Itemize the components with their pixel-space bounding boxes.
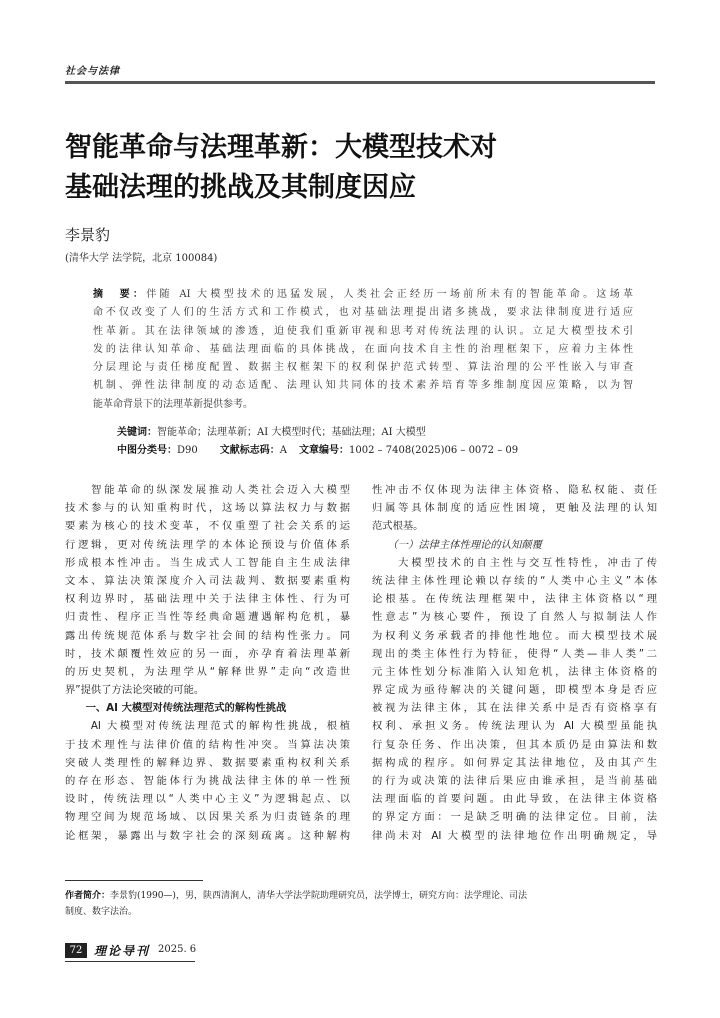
body-line: 文本、算法决策深度介入司法裁判、数据要素重构 <box>65 574 350 587</box>
article-number-label: 文章编号： <box>298 445 349 456</box>
keywords-label: 关键词： <box>117 427 157 438</box>
body-line: 的存在形态、智能体行为挑战法律主体的单一性预 <box>65 775 350 787</box>
abstract-label: 摘 要： <box>93 289 147 300</box>
body-line: 露出传统规范体系与数字社会间的结构性张力。同 <box>65 629 350 642</box>
abstract-line: 能革命背景下的法理革新提供参考。 <box>93 398 253 410</box>
body-line: 形成根本性冲击。当生成式人工智能自主生成法律 <box>65 556 350 569</box>
title-line-1: 智能革命与法理革新：大模型技术对 <box>65 132 497 163</box>
footer-rule <box>65 961 195 962</box>
footnote-text: 李景豹(1990—)，男，陕西清涧人，清华大学法学院助理研究员，法学博士，研究方向：法学理论、司法 <box>110 891 527 901</box>
body-line: 界定成为亟待解决的关键问题，即模型本身是否应 <box>372 684 657 697</box>
author-affiliation: (清华大学 法学院，北京 100084) <box>65 253 218 264</box>
body-line: 为权利义务承载者的排他性地位。而大模型技术展 <box>372 629 657 642</box>
body-line: 大模型技术的自主性与交互性特性，冲击了传 <box>372 556 657 569</box>
abstract-line: 命不仅改变了人们的生活方式和工作模式，也对基础法理提出诸多挑战，要求法律制度进行适应 <box>93 307 633 319</box>
body-line: （一）法律主体性理论的认知颠覆 <box>372 538 542 551</box>
body-line: 于技术理性与法律价值的结构性冲突。当算法决策 <box>65 738 350 751</box>
body-line: 一、AI 大模型对传统法理范式的解构性挑战 <box>65 702 287 715</box>
body-line: 性冲击不仅体现为法律主体资格、隐私权能、责任 <box>372 484 657 496</box>
body-column-right <box>372 481 657 845</box>
body-line: 技术参与的认知重构时代，这场以算法权力与数据 <box>65 502 350 515</box>
journal-name: 理论导刊 <box>94 944 151 958</box>
abstract-line: 性革新。其在法律领域的渗透，迫使我们重新审视和思考对传统法理的认识。立足大模型技术引 <box>93 325 633 337</box>
clc-label: 中图分类号： <box>117 445 177 456</box>
body-line: 物理空间为规范场域、以因果关系为归责链条的理 <box>65 811 350 824</box>
body-line: 据构成的程序。如何界定其法律地位，及由其产生 <box>372 756 657 769</box>
body-line: 权利、承担义务。传统法理认为 AI 大模型虽能执 <box>372 720 657 733</box>
title-line-2: 基础法理的挑战及其制度因应 <box>65 172 416 203</box>
body-line: 要素为核心的技术变革，不仅重塑了社会关系的运 <box>65 520 350 533</box>
body-column-left <box>65 481 350 845</box>
body-line: 论框架，暴露出与数字社会的深刻疏离。这种解构 <box>65 829 350 842</box>
abstract-line: 机制、弹性法律制度的动态适配、法理认知共同体的技术素养培育等多维制度因应策略，以为智 <box>93 380 633 392</box>
abstract-line: 摘 要：伴随 AI 大模型技术的迅猛发展，人类社会正经历一场前所未有的智能革命。这场革 <box>93 289 634 300</box>
body-line: 归责性、程序正当性等经典命题遭遇解构危机，暴 <box>65 611 350 624</box>
page-number: 72 <box>65 943 87 958</box>
body-line: 归属等具体制度的适应性困境，更触及法理的认知 <box>372 502 657 515</box>
clc-value: D90 <box>177 445 198 456</box>
body-line: 论根基。在传统法理框架中，法律主体资格以“理 <box>372 593 657 606</box>
author-name: 李景豹 <box>65 226 111 244</box>
body-line: 性意志”为核心要件，预设了自然人与拟制法人作 <box>372 611 657 624</box>
section-header: 社会与法律 <box>65 66 120 77</box>
body-line: 元主体性划分标准陷入认知危机，法律主体资格的 <box>372 665 657 678</box>
body-line: 统法律主体性理论赖以存续的“人类中心主义”本体 <box>372 574 657 587</box>
body-line: 的行为或决策的法律后果应由谁承担，是当前基础 <box>372 775 657 787</box>
journal-issue: 2025. 6 <box>158 944 197 955</box>
body-line: 行逻辑，更对传统法理学的本体论预设与价值体系 <box>65 538 350 551</box>
body-line: 被视为法律主体，其在法律关系中是否有资格享有 <box>372 702 657 715</box>
footnote-label: 作者简介： <box>65 891 111 901</box>
body-line: 的界定方面：一是缺乏明确的法律定位。目前，法 <box>372 811 657 824</box>
body-line: 现出的类主体性行为特征，使得“人类—非人类”二 <box>372 647 657 660</box>
body-line: 范式根基。 <box>372 520 424 533</box>
abstract <box>93 286 633 414</box>
footnote-rule <box>65 880 203 881</box>
body-line: 时，技术颠覆性效应的另一面，亦孕育着法理革新 <box>65 647 350 660</box>
body-line: 权利边界时，基础法理中关于法律主体性、行为可 <box>65 593 350 606</box>
body-line: 的历史契机，为法理学从“解释世界”走向“改造世 <box>65 665 350 678</box>
footnote-text-continued: 制度、数字法治。 <box>65 907 138 917</box>
keywords <box>117 423 426 438</box>
body-line: AI 大模型对传统法理范式的解构性挑战，根植 <box>65 720 350 733</box>
body-line: 律尚未对 AI 大模型的法律地位作出明确规定，导 <box>372 829 657 842</box>
article-title <box>65 128 655 208</box>
body-line: 设时，传统法理以“人类中心主义”为逻辑起点、以 <box>65 793 350 806</box>
keywords-text: 智能革命；法理革新；AI 大模型时代；基础法理；AI 大模型 <box>157 427 426 438</box>
article-number-value: 1002 – 7408(2025)06 – 0072 – 09 <box>348 445 519 456</box>
abstract-line: 分层理论与责任梯度配置、数据主权框架下的权利保护范式转型、算法治理的公平性嵌入与审查 <box>93 362 633 374</box>
body-line: 法理面临的首要问题。由此导致，在法律主体资格 <box>372 793 657 806</box>
doc-code-value: A <box>279 445 287 456</box>
classification-codes <box>117 441 518 456</box>
body-line: 智能革命的纵深发展推动人类社会迈入大模型 <box>65 484 350 496</box>
doc-code-label: 文献标志码： <box>219 445 280 456</box>
author-footnote <box>65 888 655 920</box>
body-line: 突破人类理性的解释边界、数据要素重构权利关系 <box>65 756 350 769</box>
header-rule <box>65 81 655 84</box>
abstract-line: 发的法律认知革命、基础法理面临的具体挑战，在面向技术自主性的治理框架下，应着力主体性 <box>93 343 633 355</box>
body-line: 界”提供了方法论突破的可能。 <box>65 684 205 697</box>
body-line: 行复杂任务、作出决策，但其本质仍是由算法和数 <box>372 738 657 751</box>
